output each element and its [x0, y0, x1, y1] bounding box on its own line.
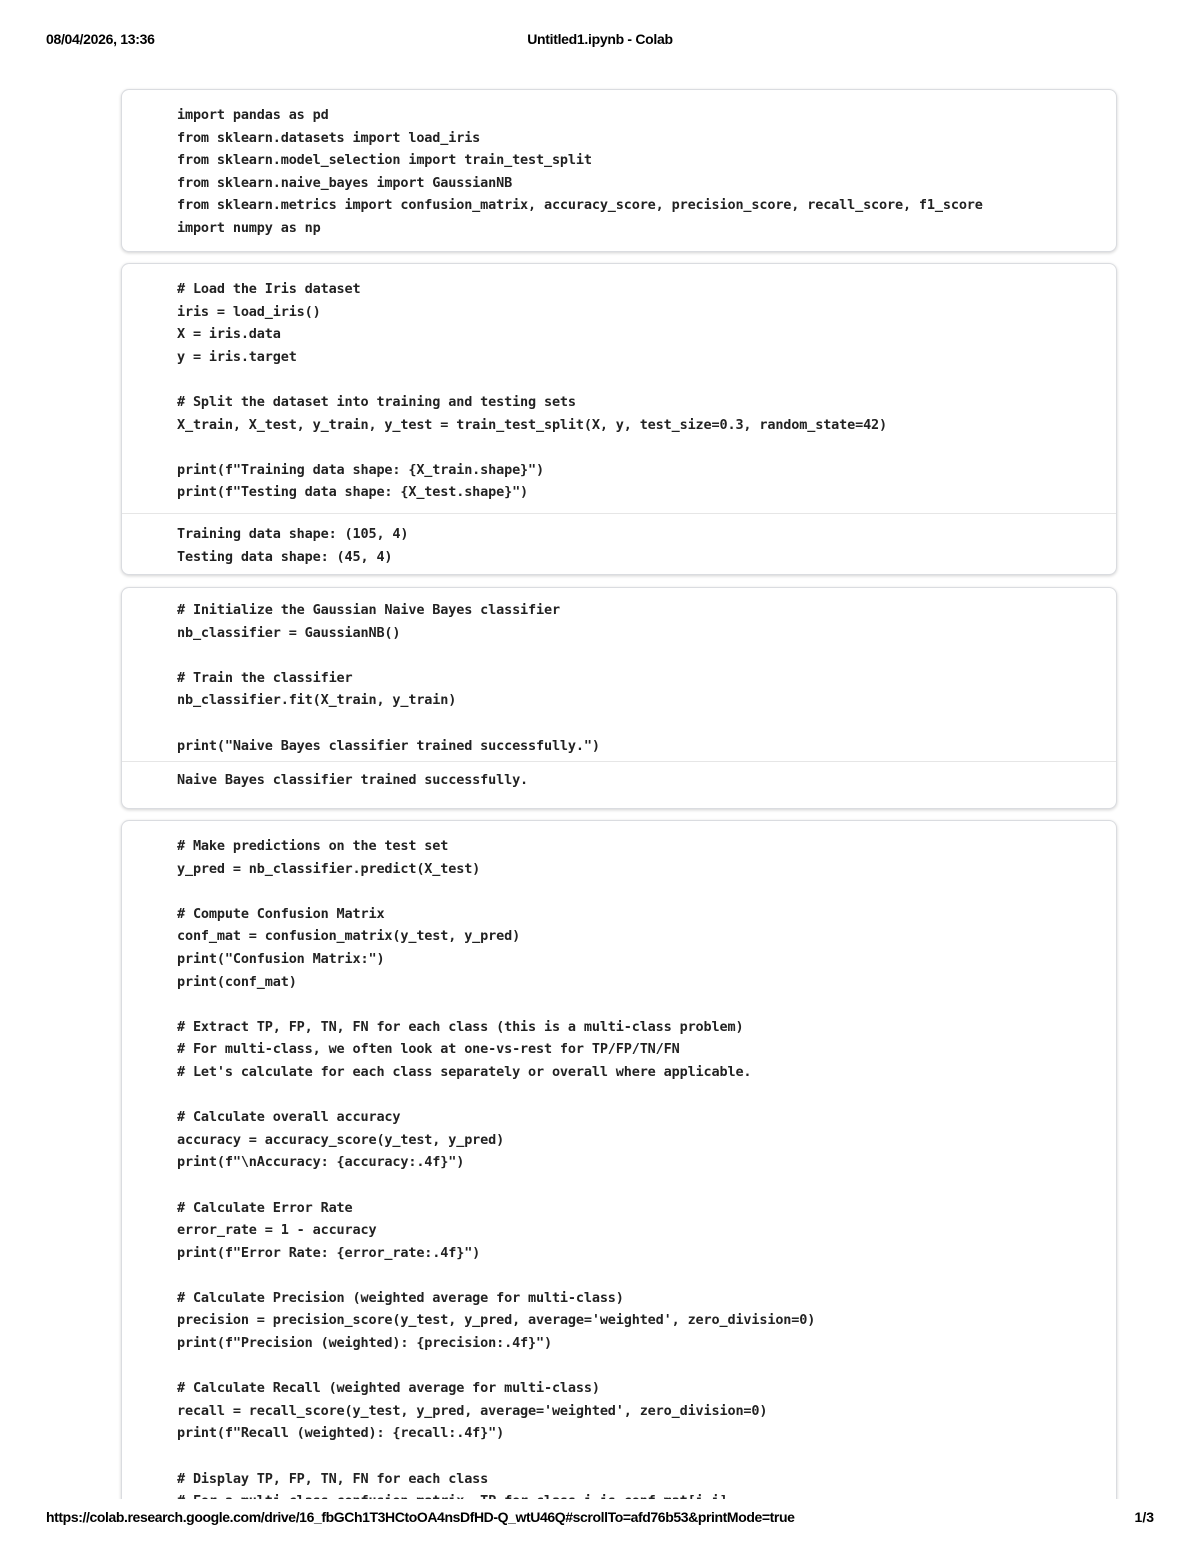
- page-bottom-margin: [0, 1499, 1200, 1553]
- code-cell-train[interactable]: [121, 587, 1117, 809]
- cell-output: Training data shape: (105, 4) Testing data shape: (45, 4): [122, 513, 1116, 568]
- cell-output: Naive Bayes classifier trained successfully.: [122, 761, 1116, 792]
- cell-code[interactable]: # Make predictions on the test set y_pred = nb_classifier.predict(X_test) # Compute Confusion Matrix conf_mat = confusion_matrix(y_test, y_pred) print("Confusion Matrix:") print(conf_mat) # Extract TP, FP, TN, FN for each class (this is a multi-class problem) # For multi-class, we often look at one-vs-rest for TP/FP/TN/FN # Let's calculate for each class separately or overall where applicable. # Calculate overall accuracy accuracy = accuracy_score(y_test, y_pred) print(f"\nAccuracy: {accuracy:.4f}") # Calculate Error Rate error_rate = 1 - accuracy print(f"Error Rate: {error_rate:.4f}") # Calculate Precision (weighted average for multi-class) precision = precision_score(y_test, y_pred, average='weighted', zero_division=0) print(f"Precision (weighted): {precision:.4f}") # Calculate Recall (weighted average for multi-class) recall = recall_score(y_test, y_pred, average='weighted', zero_division=0) print(f"Recall (weighted): {recall:.4f}") # Display TP, FP, TN, FN for each class: [177, 838, 816, 1487]
- print-datetime: 08/04/2026, 13:36: [46, 31, 155, 47]
- cell-code[interactable]: import pandas as pd from sklearn.datasets import load_iris from sklearn.model_selection import train_test_split from sklearn.naive_bayes import GaussianNB from sklearn.metrics import confusion_matrix, accuracy_score, precision_score, recall_score, f1_score import numpy as np: [177, 107, 983, 236]
- code-cell-load-split[interactable]: [121, 263, 1117, 575]
- cell-code[interactable]: # Initialize the Gaussian Naive Bayes classifier nb_classifier = GaussianNB() # Train the classifier nb_classifier.fit(X_train, y_train) print("Naive Bayes classifier trained successfully."): [177, 602, 600, 754]
- page-title: Untitled1.ipynb - Colab: [527, 31, 673, 47]
- page-url: https://colab.research.google.com/drive/16_fbGCh1T3HCtoOA4nsDfHD-Q_wtU46Q#scrollTo=afd76b53&printMode=true: [46, 1509, 795, 1525]
- code-cell-imports[interactable]: [121, 89, 1117, 252]
- page-number: 1/3: [1134, 1509, 1154, 1525]
- cell-code[interactable]: # Load the Iris dataset iris = load_iris() X = iris.data y = iris.target # Split the dataset into training and testing sets X_train, X_test, y_train, y_test = train_test_split(X, y, test_size=0.3, random_state=42) print(f"Training data shape: {X_train.shape}") print(f"Testing data shape: {X_test.shape}"): [177, 281, 888, 501]
- code-cell-evaluate[interactable]: [121, 820, 1117, 1520]
